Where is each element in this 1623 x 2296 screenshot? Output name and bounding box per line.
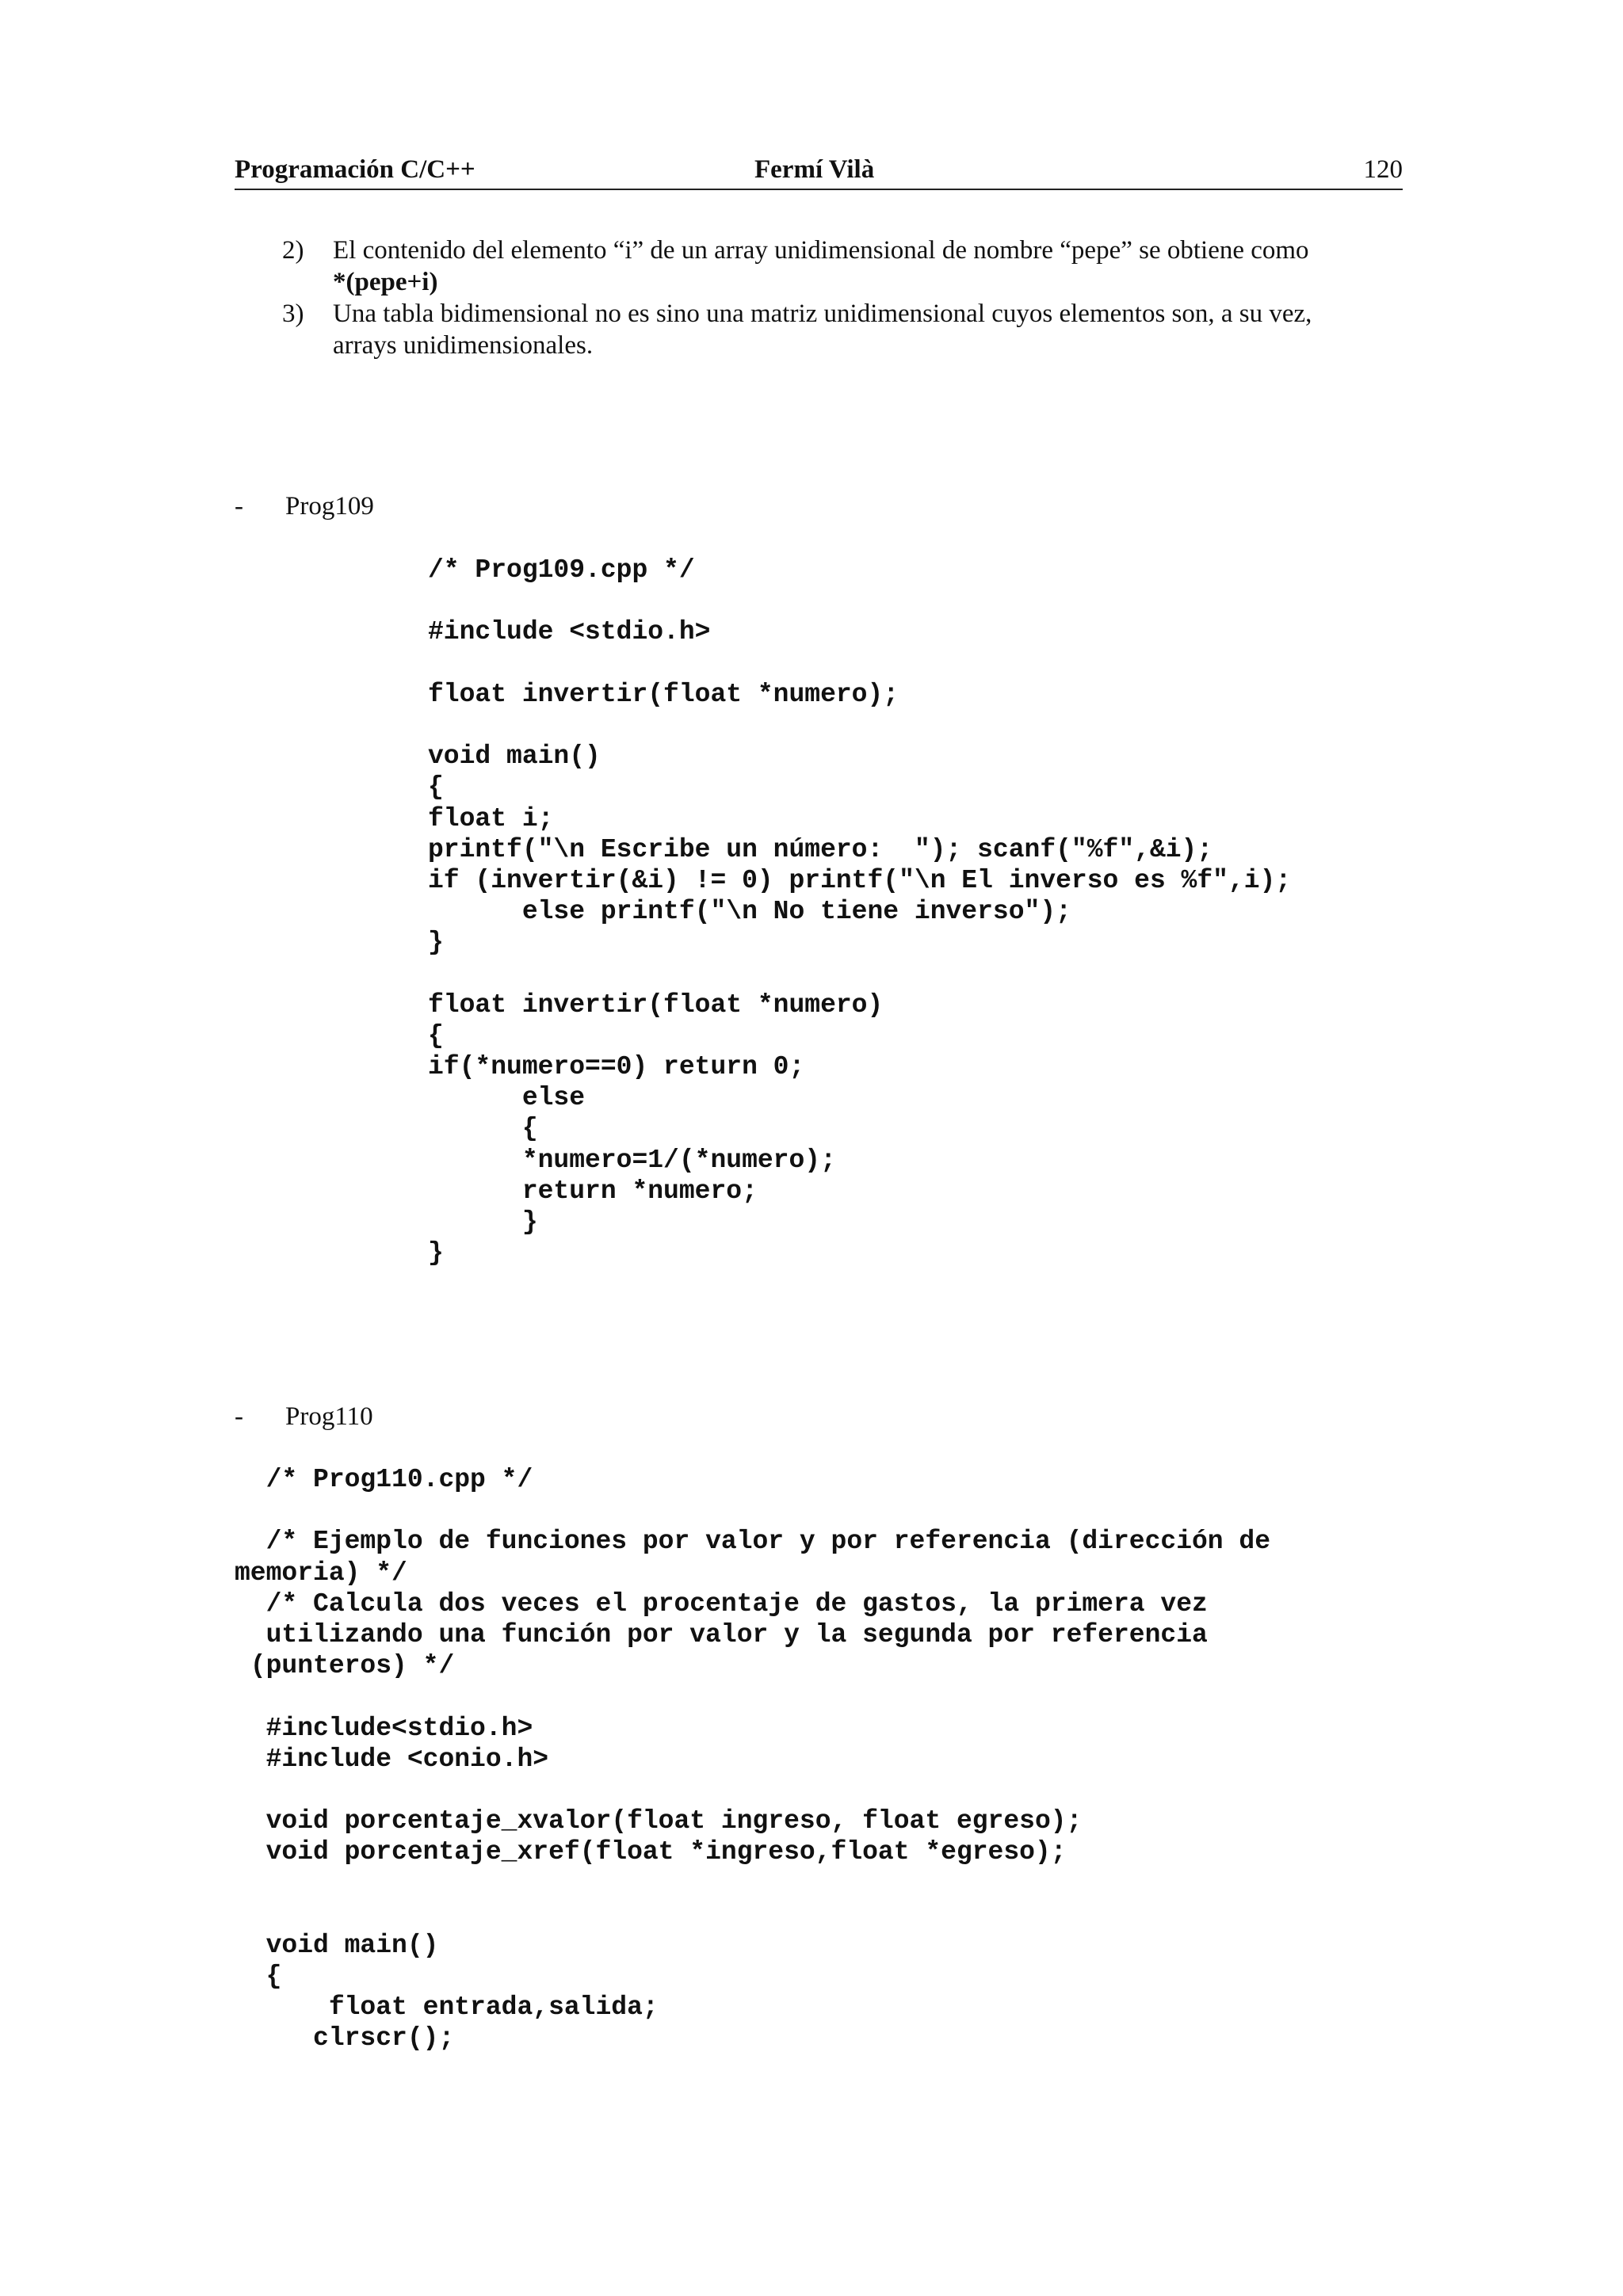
list-item-number: 2) (282, 236, 304, 265)
list-item-number: 3) (282, 299, 304, 328)
code-line: *numero=1/(*numero); (428, 1145, 836, 1175)
code-line (428, 710, 1291, 741)
code-line: } (428, 1207, 538, 1237)
code-line: return *numero; (428, 1176, 758, 1206)
code-line: void main() (428, 742, 601, 772)
section-prog109 (235, 490, 374, 522)
code-line: /* Calcula dos veces el procentaje de gastos, la primera vez (235, 1589, 1208, 1619)
code-line: } (428, 1238, 444, 1268)
code-line: /* Ejemplo de funciones por valor y por referencia (dirección de (235, 1527, 1271, 1557)
header-title: Programación C/C++ (235, 155, 475, 184)
code-block-prog110 (235, 1464, 1270, 2054)
list-item-emphasis: *(pepe+i) (333, 268, 438, 296)
code-line (235, 1775, 1270, 1806)
code-line: float i; (428, 803, 554, 833)
code-line: #include <stdio.h> (428, 617, 711, 647)
code-line: utilizando una función por valor y la segunda por referencia (235, 1619, 1208, 1650)
list-item (282, 235, 1407, 298)
code-line (428, 648, 1291, 679)
list-item-text (333, 235, 1407, 298)
section-dash: - (235, 492, 243, 521)
code-line (428, 585, 1291, 616)
code-line: float entrada,salida; (235, 1993, 659, 2023)
code-line: (punteros) */ (235, 1651, 455, 1681)
code-line: memoria) */ (235, 1558, 407, 1588)
code-line: clrscr(); (235, 2023, 455, 2054)
code-line (428, 958, 1291, 989)
code-line: printf("\n Escribe un número: "); scanf("%f",&i); (428, 834, 1213, 864)
code-line (235, 1495, 1270, 1526)
code-line: void porcentaje_xvalor(float ingreso, float egreso); (235, 1806, 1083, 1836)
code-line: { (428, 1114, 538, 1144)
code-line: if(*numero==0) return 0; (428, 1052, 805, 1081)
code-line (235, 1899, 1270, 1930)
code-line: #include<stdio.h> (235, 1713, 533, 1743)
section-label: Prog110 (285, 1402, 373, 1431)
code-line: void main() (235, 1930, 439, 1960)
code-line: void porcentaje_xref(float *ingreso,float *egreso); (235, 1837, 1067, 1867)
list-item-text (333, 298, 1407, 361)
code-line: else (428, 1083, 586, 1113)
code-line: else printf("\n No tiene inverso"); (428, 897, 1071, 927)
numbered-list (282, 235, 1407, 361)
code-block-prog109 (428, 555, 1291, 1268)
list-item-line: El contenido del elemento “i” de un array unidimensional de nombre “pepe” se obtiene como (333, 236, 1309, 265)
code-line: float invertir(float *numero) (428, 990, 884, 1020)
code-line: { (428, 772, 444, 803)
list-item-line: arrays unidimensionales. (333, 331, 594, 360)
header-rule (235, 189, 1403, 190)
code-line: } (428, 928, 444, 958)
code-line (235, 1867, 1270, 1898)
code-line: float invertir(float *numero); (428, 679, 899, 709)
code-line: { (428, 1020, 444, 1051)
code-line: if (invertir(&i) != 0) printf("\n El inverso es %f",i); (428, 865, 1292, 895)
code-line: /* Prog109.cpp */ (428, 555, 695, 585)
code-line (235, 1681, 1270, 1712)
page-number: 120 (1363, 155, 1403, 184)
header-author: Fermí Vilà (754, 155, 875, 184)
section-prog110 (235, 1401, 373, 1432)
list-item (282, 298, 1407, 361)
list-item-line: Una tabla bidimensional no es sino una matriz unidimensional cuyos elementos son, a su vez, (333, 299, 1312, 328)
section-dash: - (235, 1402, 243, 1431)
code-line: #include <conio.h> (235, 1744, 549, 1774)
section-label: Prog109 (285, 492, 374, 521)
code-line: { (235, 1962, 282, 1991)
code-line: /* Prog110.cpp */ (235, 1465, 533, 1494)
